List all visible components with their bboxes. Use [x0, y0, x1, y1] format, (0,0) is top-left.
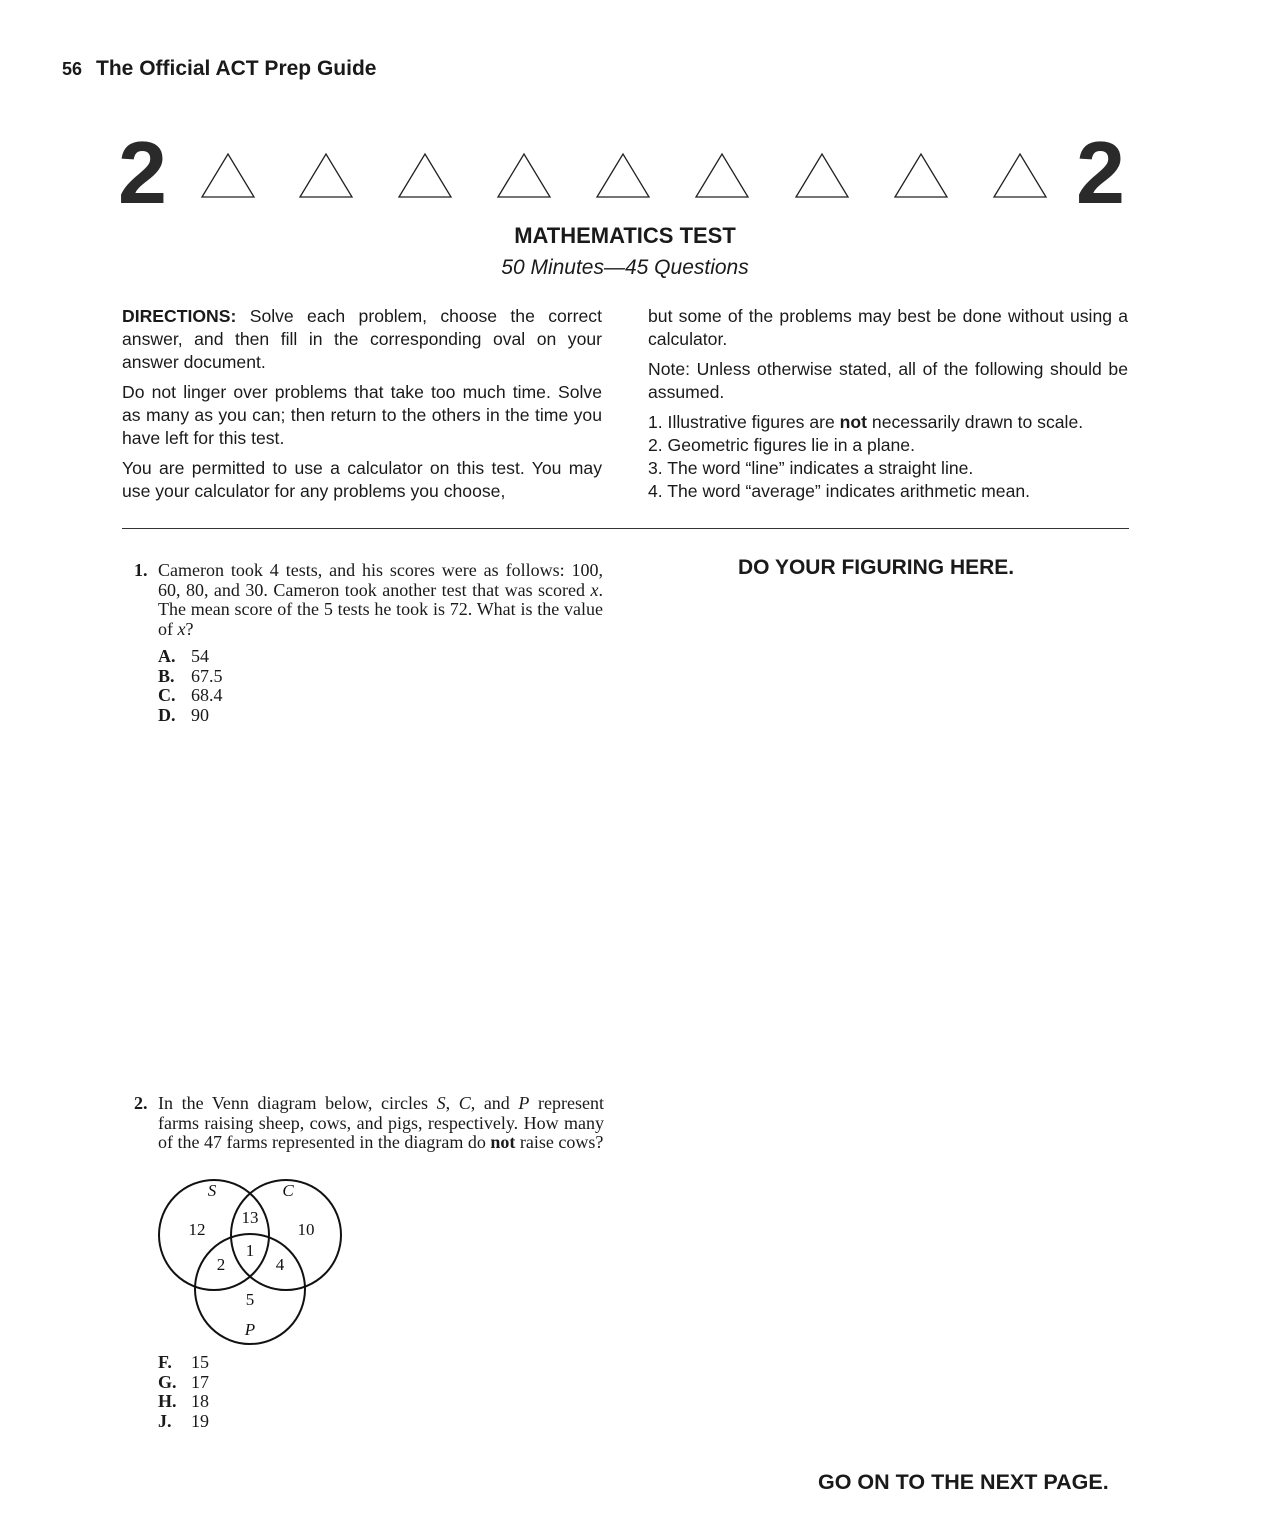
question-number: 1. — [134, 560, 148, 580]
answer-choice-c[interactable]: C. 68.4 — [158, 685, 223, 705]
answer-choice-b[interactable]: B. 67.5 — [158, 665, 223, 686]
triangle-icon — [796, 154, 848, 197]
directions-paragraph: DIRECTIONS: Solve each problem, choose the correct answer, and then fill in the corresponding oval on your answer document. — [122, 306, 602, 372]
directions-note: Note: Unless otherwise stated, all of the following should be assumed. — [648, 359, 1128, 402]
section-divider — [122, 528, 1129, 529]
figuring-label: DO YOUR FIGURING HERE. — [738, 556, 1015, 579]
answer-choices — [158, 647, 603, 725]
triangle-icon — [300, 154, 352, 197]
page-number: 56 — [62, 59, 83, 79]
venn-region-all: 1 — [245, 1241, 255, 1260]
directions-paragraph: You are permitted to use a calculator on this test. You may use your calculator for any problems you choose, — [122, 458, 602, 501]
triangle-icon — [202, 154, 254, 197]
triangle-icon — [994, 154, 1046, 197]
answer-choice-f[interactable]: F. 15 — [158, 1352, 209, 1372]
venn-region-c-only: 10 — [297, 1220, 315, 1239]
section-banner — [118, 123, 1133, 222]
answer-choices — [158, 1353, 209, 1431]
question-2 — [134, 1094, 604, 1153]
assumption-item: 2. Geometric figures lie in a plane. — [648, 435, 915, 455]
venn-label-c: C — [282, 1181, 294, 1200]
triangle-icon — [895, 154, 947, 197]
book-title: The Official ACT Prep Guide — [96, 57, 377, 80]
answer-choice-j[interactable]: J. 19 — [158, 1410, 209, 1431]
assumptions-list — [648, 411, 1128, 503]
venn-region-s-only: 12 — [188, 1220, 206, 1239]
question-number: 2. — [134, 1093, 148, 1113]
running-header — [62, 57, 376, 81]
directions-left-column — [122, 305, 602, 510]
venn-label-s: S — [207, 1181, 217, 1200]
question-text: Cameron took 4 tests, and his scores were as follows: 100, 60, 80, and 30. Cameron took another test that was scored x. The mean score of the 5 tests he took is 72. What is the value of x? — [158, 560, 603, 639]
triangle-icon — [399, 154, 451, 197]
question-1 — [134, 561, 603, 725]
venn-region-s-c: 13 — [241, 1208, 259, 1227]
test-subtitle: 50 Minutes—45 Questions — [501, 256, 749, 279]
venn-region-s-p: 2 — [216, 1255, 226, 1274]
next-page-label: GO ON TO THE NEXT PAGE. — [818, 1470, 1109, 1494]
directions-paragraph: Do not linger over problems that take too much time. Solve as many as you can; then return to the others in the time you have left for this test. — [122, 382, 602, 448]
directions-right-column — [648, 305, 1128, 503]
triangle-icon — [498, 154, 550, 197]
test-title: MATHEMATICS TEST — [514, 223, 736, 248]
venn-region-p-only: 5 — [245, 1290, 255, 1309]
triangle-icon — [696, 154, 748, 197]
venn-region-c-p: 4 — [275, 1255, 285, 1274]
answer-choice-d[interactable]: D. 90 — [158, 704, 209, 725]
assumption-item: 1. Illustrative figures are not necessarily drawn to scale. — [648, 412, 1084, 432]
directions-label: DIRECTIONS: — [122, 306, 237, 326]
venn-diagram — [155, 1173, 350, 1348]
section-number-right: 2 — [1076, 123, 1125, 222]
assumption-item: 3. The word “line” indicates a straight line. — [648, 458, 974, 478]
answer-choice-a[interactable]: A. 54 — [158, 646, 209, 666]
answer-choice-g[interactable]: G. 17 — [158, 1371, 209, 1392]
triangle-row — [118, 123, 1133, 222]
directions-paragraph: but some of the problems may best be done without using a calculator. — [648, 306, 1128, 349]
answer-choice-h[interactable]: H. 18 — [158, 1391, 209, 1411]
triangle-icon — [597, 154, 649, 197]
section-number-left: 2 — [118, 123, 167, 222]
assumption-item: 4. The word “average” indicates arithmetic mean. — [648, 481, 1031, 501]
venn-label-p: P — [244, 1320, 256, 1339]
question-text: In the Venn diagram below, circles S, C, and P represent farms raising sheep, cows, and pigs, respectively. How many of the 47 farms represented in the diagram do not raise cows? — [158, 1093, 604, 1152]
